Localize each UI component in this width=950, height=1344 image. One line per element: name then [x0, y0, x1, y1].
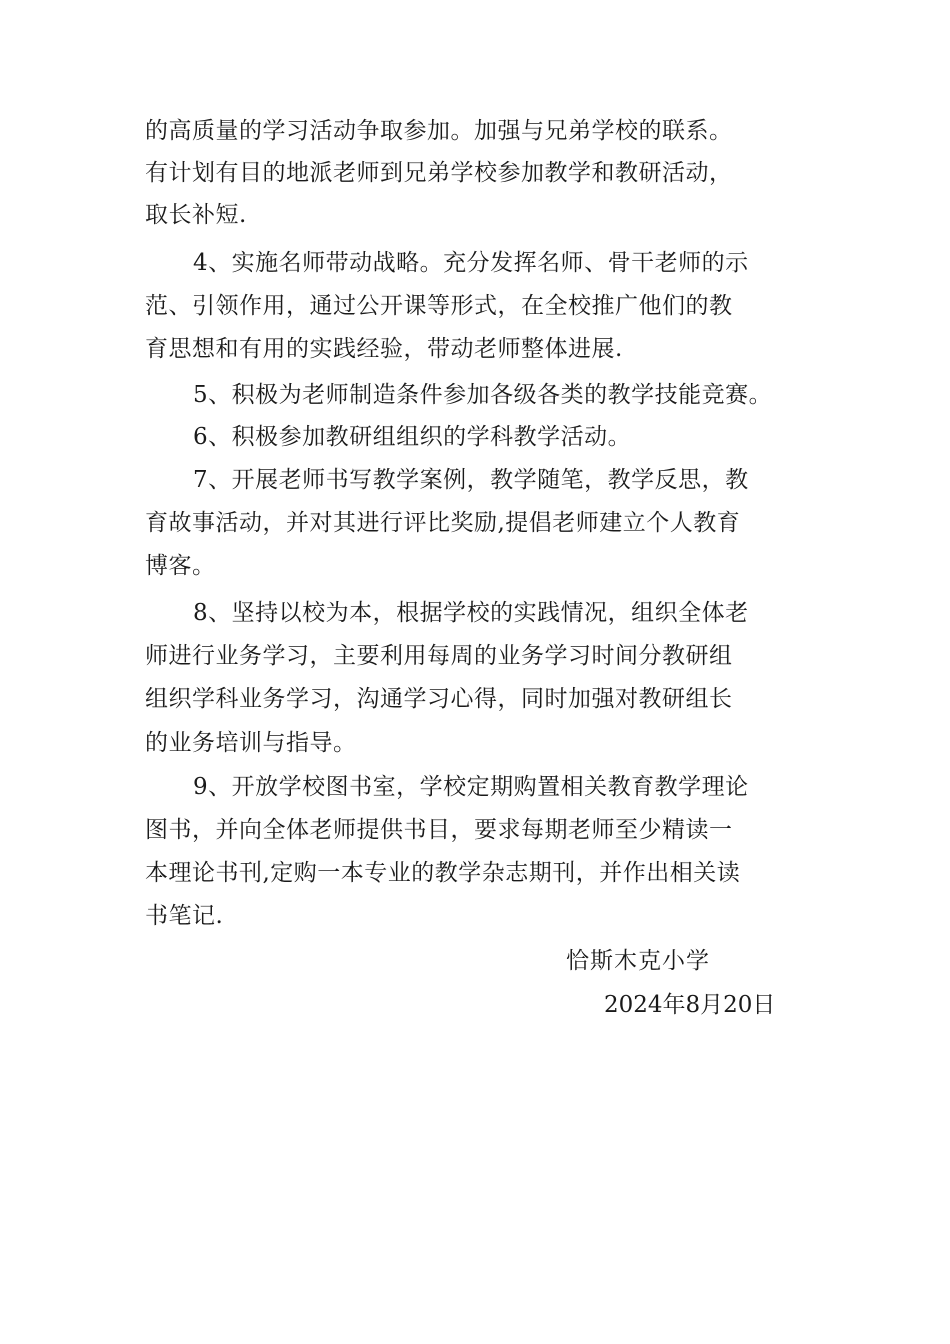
- text-line: 有计划有目的地派老师到兄弟学校参加教学和教研活动，: [145, 160, 733, 186]
- text-line: 本理论书刊,定购一本专业的教学杂志期刊，并作出相关读: [145, 860, 741, 886]
- text-line: 书笔记.: [145, 903, 224, 929]
- text-line: 师进行业务学习，主要利用每周的业务学习时间分教研组: [145, 643, 733, 669]
- paragraph-6-line: 6、积极参加教研组组织的学科教学活动。: [193, 424, 632, 450]
- text-line: 的高质量的学习活动争取参加。加强与兄弟学校的联系。: [145, 118, 733, 144]
- text-line: 图书，并向全体老师提供书目，要求每期老师至少精读一: [145, 817, 733, 843]
- paragraph-5-line: 5、积极为老师制造条件参加各级各类的教学技能竞赛。: [193, 382, 773, 408]
- paragraph-7-line: 7、开展老师书写教学案例，教学随笔，教学反思，教: [193, 467, 749, 493]
- text-line: 育思想和有用的实践经验，带动老师整体进展.: [145, 336, 623, 362]
- paragraph-9-line: 9、开放学校图书室，学校定期购置相关教育教学理论: [193, 774, 749, 800]
- text-line: 育故事活动，并对其进行评比奖励,提倡老师建立个人教育: [145, 510, 741, 536]
- signature-school: 恰斯木克小学: [566, 948, 710, 974]
- text-line: 取长补短.: [145, 202, 247, 228]
- text-line: 的业务培训与指导。: [145, 730, 357, 756]
- text-line: 组织学科业务学习，沟通学习心得，同时加强对教研组长: [145, 686, 733, 712]
- signature-date: 2024年8月20日: [604, 992, 776, 1018]
- paragraph-4-line: 4、实施名师带动战略。充分发挥名师、骨干老师的示: [193, 250, 749, 276]
- text-line: 博客。: [145, 553, 216, 579]
- paragraph-8-line: 8、坚持以校为本，根据学校的实践情况，组织全体老: [193, 600, 749, 626]
- text-line: 范、引领作用，通过公开课等形式，在全校推广他们的教: [145, 293, 733, 319]
